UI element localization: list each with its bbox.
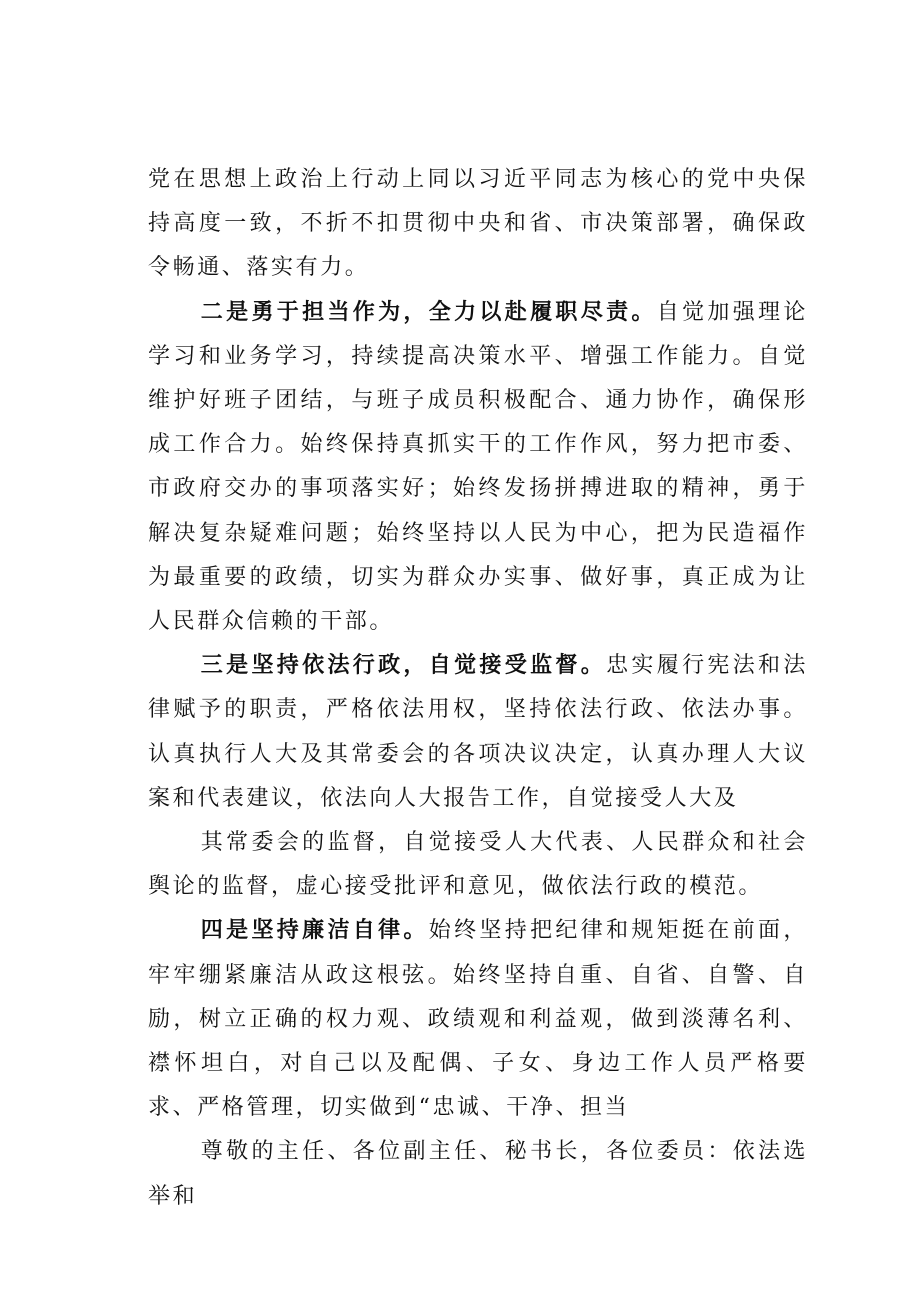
- paragraph-5-body: 始终坚持把纪律和规矩挺在前面，牢牢绷紧廉洁从政这根弦。始终坚持自重、自省、自警、自励，树立正确的权力观、政绩观和利益观，做到淡薄名利、襟怀坦白，对自己以及配偶、子女、身边工作人员严格要求、严格管理，切实做到“忠诚、干净、担当: [148, 918, 808, 1121]
- paragraph-6: [148, 1130, 808, 1218]
- paragraph-1: [148, 158, 808, 291]
- paragraph-3-body: 忠实履行宪法和法律赋予的职责，严格依法用权，坚持依法行政、依法办事。认真执行人大及其常委会的各项决议决定，认真办理人大议案和代表建议，依法向人大报告工作，自觉接受人大及: [148, 653, 808, 811]
- paragraph-1-body: 党在思想上政治上行动上同以习近平同志为核心的党中央保持高度一致，不折不扣贯彻中央和省、市决策部署，确保政令畅通、落实有力。: [148, 167, 808, 281]
- paragraph-2: [148, 291, 808, 645]
- paragraph-2-lead: 二是勇于担当作为，全力以赴履职尽责。: [200, 299, 657, 325]
- paragraph-3: [148, 644, 808, 821]
- paragraph-6-body: 尊敬的主任、各位副主任、秘书长，各位委员：依法选举和: [148, 1139, 808, 1209]
- paragraph-4-body: 其常委会的监督，自觉接受人大代表、人民群众和社会舆论的监督，虚心接受批评和意见，做依法行政的模范。: [148, 830, 808, 900]
- document-body: [148, 158, 808, 1219]
- paragraph-3-lead: 三是坚持依法行政，自觉接受监督。: [200, 653, 607, 679]
- paragraph-4: [148, 821, 808, 909]
- paragraph-5: [148, 909, 808, 1130]
- paragraph-2-body: 自觉加强理论学习和业务学习，持续提高决策水平、增强工作能力。自觉维护好班子团结，与班子成员积极配合、通力协作，确保形成工作合力。始终保持真抓实干的工作作风，努力把市委、市政府交办的事项落实好；始终发扬拼搏进取的精神，勇于解决复杂疑难问题；始终坚持以人民为中心，把为民造福作为最重要的政绩，切实为群众办实事、做好事，真正成为让人民群众信赖的干部。: [148, 299, 808, 635]
- paragraph-5-lead: 四是坚持廉洁自律。: [200, 918, 429, 944]
